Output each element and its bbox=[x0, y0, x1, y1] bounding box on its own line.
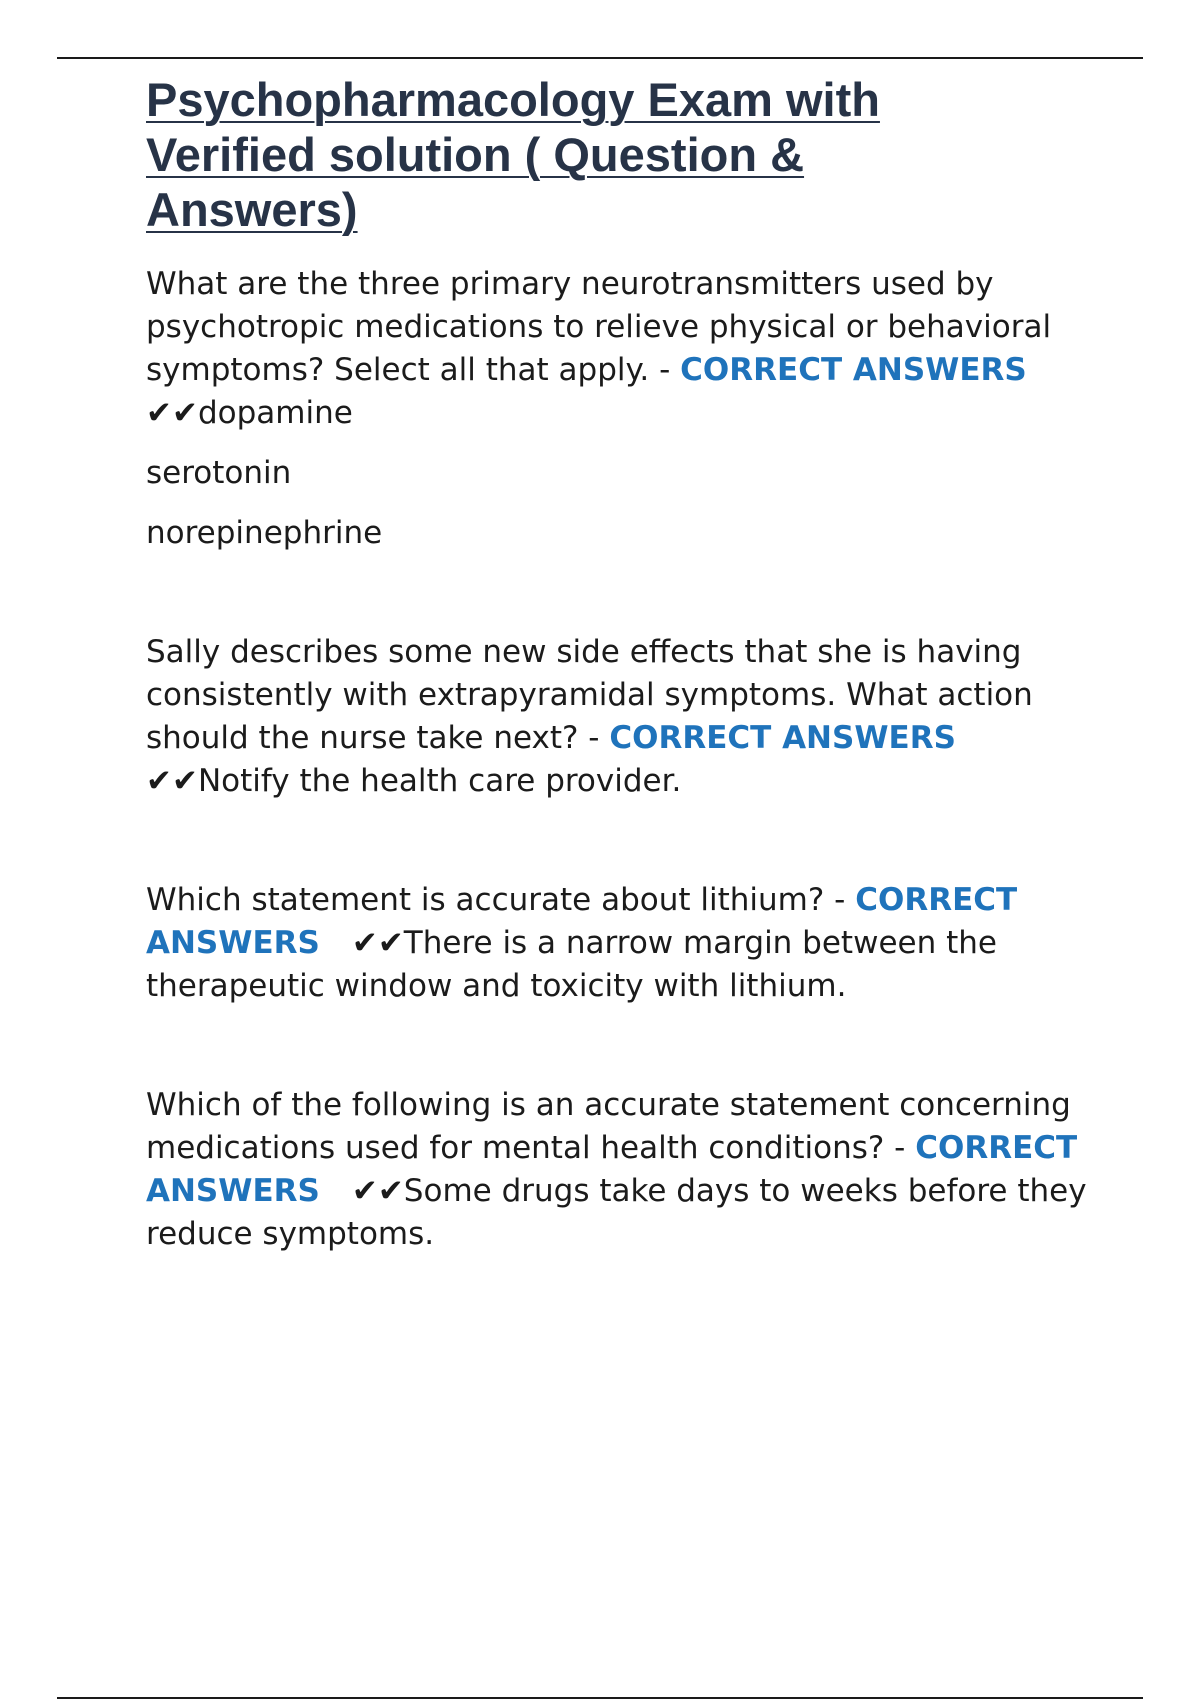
answer-text: Notify the health care provider. bbox=[197, 763, 682, 799]
qa-item bbox=[146, 631, 1106, 803]
correct-answers-label: CORRECT ANSWERS bbox=[146, 1130, 1078, 1209]
check-mark-icon: ✔✔ bbox=[146, 395, 198, 431]
check-mark-icon: ✔✔ bbox=[351, 925, 404, 961]
answer-option: serotonin bbox=[146, 455, 292, 491]
document-body bbox=[146, 72, 1106, 1256]
answer-option: norepinephrine bbox=[146, 515, 383, 551]
check-mark-icon: ✔✔ bbox=[351, 1173, 404, 1209]
correct-answers-label: CORRECT ANSWERS bbox=[680, 352, 1027, 388]
correct-answers-label: CORRECT ANSWERS bbox=[146, 882, 1018, 961]
qa-item bbox=[146, 263, 1106, 555]
question-text: Which statement is accurate about lithium? - bbox=[146, 882, 856, 918]
question-text: Sally describes some new side effects that she is having consistently with extrapyramidal symptoms. What action should the nurse take next? - bbox=[146, 634, 1033, 756]
qa-paragraph bbox=[146, 1084, 1106, 1256]
answer-text: dopamine bbox=[197, 395, 353, 431]
qa-paragraph bbox=[146, 879, 1106, 1008]
answer-text: Some drugs take days to weeks before they reduce symptoms. bbox=[146, 1173, 1087, 1252]
question-text: Which of the following is an accurate statement concerning medications used for mental health conditions? - bbox=[146, 1087, 1071, 1166]
qa-paragraph bbox=[146, 263, 1106, 435]
qa-paragraph bbox=[146, 631, 1106, 803]
footer-rule bbox=[57, 1697, 1143, 1699]
correct-answers-label: CORRECT ANSWERS bbox=[609, 720, 956, 756]
qa-item bbox=[146, 1084, 1106, 1256]
header-rule bbox=[57, 57, 1143, 59]
question-text: What are the three primary neurotransmitters used by psychotropic medications to relieve physical or behavioral symptoms? Select all that apply. - bbox=[146, 266, 1052, 388]
check-mark-icon: ✔✔ bbox=[146, 763, 198, 799]
qa-item bbox=[146, 879, 1106, 1008]
answer-text: There is a narrow margin between the therapeutic window and toxicity with lithium. bbox=[146, 925, 997, 1004]
document-title: Psychopharmacology Exam with Verified solution ( Question & Answers) bbox=[146, 73, 880, 236]
